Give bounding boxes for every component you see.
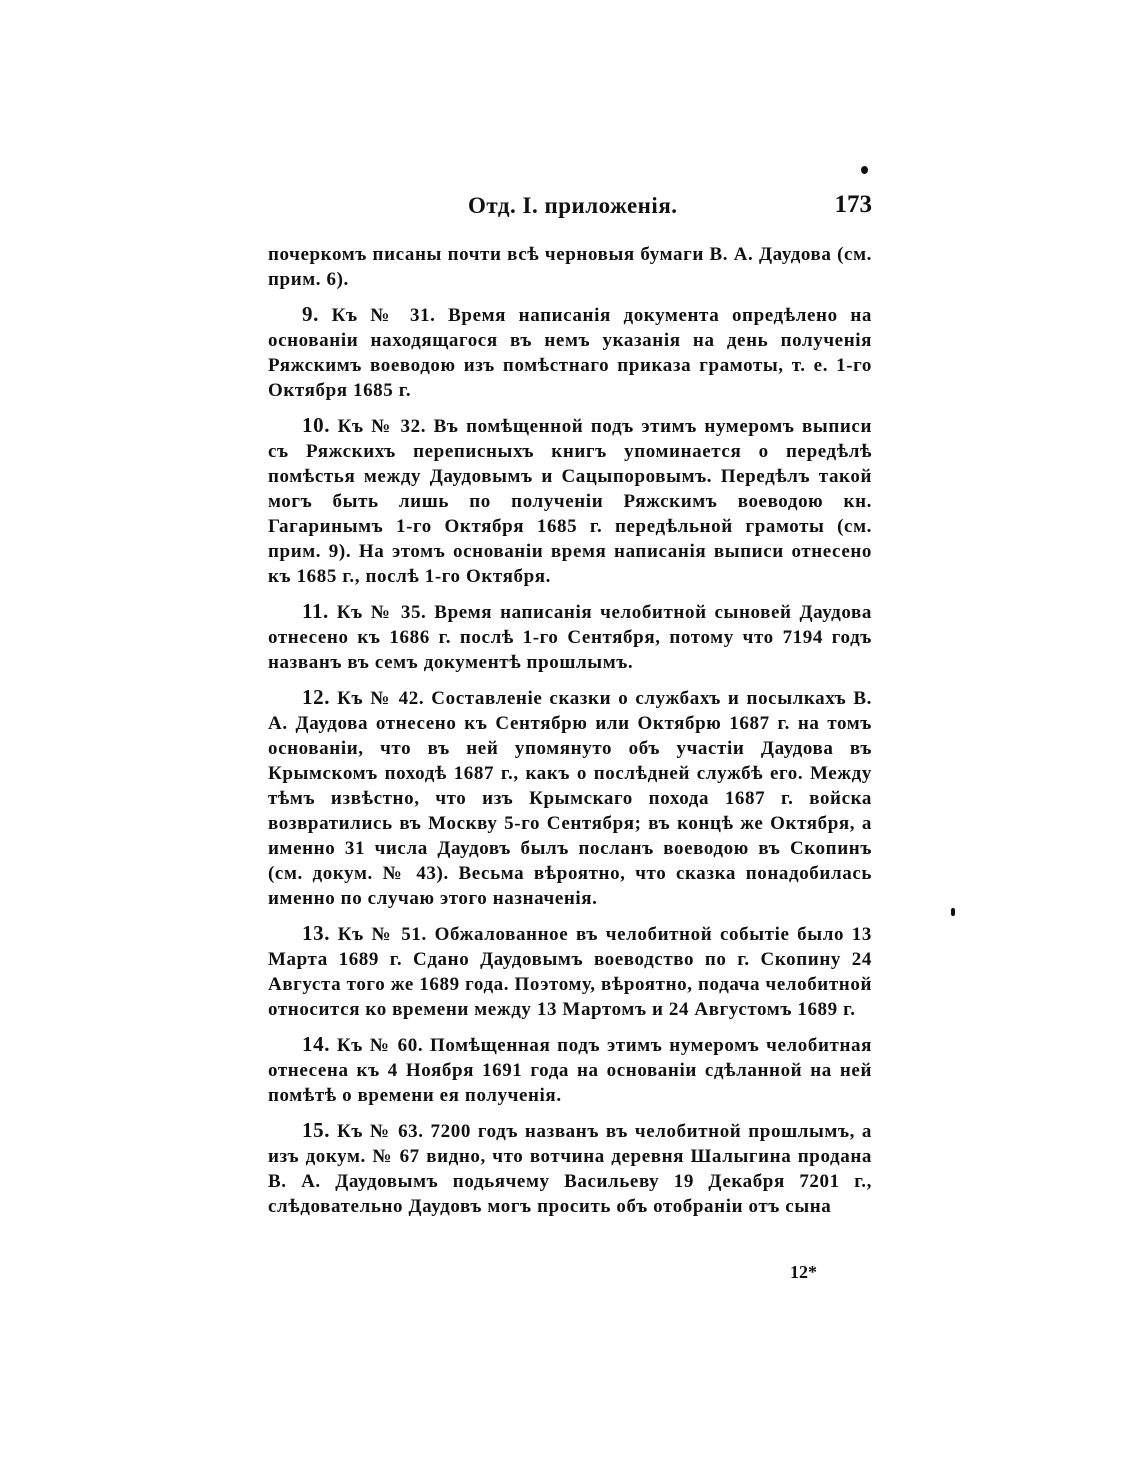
header-title: Отд. I. приложенія. xyxy=(468,193,678,218)
note-number: 13. xyxy=(302,921,331,945)
note-number: 10. xyxy=(302,413,331,437)
note-number: 11. xyxy=(302,599,329,623)
note-paragraph xyxy=(268,921,872,1022)
paragraph-continuation xyxy=(268,242,872,292)
note-paragraph xyxy=(268,1032,872,1108)
note-paragraph xyxy=(268,413,872,589)
specks-mark xyxy=(951,908,955,916)
note-number: 15. xyxy=(302,1118,331,1142)
paragraph-text: Къ № 51. Обжалованное въ челобитной событіе было 13 Марта 1689 г. Сдано Даудовымъ воеводство по г. Скопину 24 Августа того же 1689 года. Поэтому, вѣроятно, подача челобитной относится ко времени между 13 Мартомъ и 24 Августомъ 1689 г. xyxy=(268,924,872,1020)
note-number: 14. xyxy=(302,1032,331,1056)
paragraph-text: Къ № 32. Въ помѣщенной подъ этимъ нумеромъ выписи съ Ряжскихъ переписныхъ книгъ упоминается о передѣлѣ помѣстья между Даудовымъ и Сацыпоровымъ. Передѣлъ такой могъ быть лишь по полученіи Ряжскимъ воеводою кн. Гагаринымъ 1-го Октября 1685 г. передѣльной грамоты (см. прим. 9). На этомъ основаніи время написанія выписи отнесено къ 1685 г., послѣ 1-го Октября. xyxy=(268,416,872,587)
page-number: 173 xyxy=(834,191,872,218)
running-header xyxy=(268,191,872,225)
specks-mark xyxy=(861,166,868,174)
paragraph-text: Къ № 42. Составленіе сказки о службахъ и посылкахъ В. А. Даудова отнесено къ Сентябрю или Октябрю 1687 г. на томъ основаніи, что въ ней упомянуто объ участіи Даудова въ Крымскомъ походѣ 1687 г., какъ о послѣдней службѣ его. Между тѣмъ извѣстно, что изъ Крымскаго похода 1687 г. войска возвратились въ Москву 5-го Сентября; въ концѣ же Октября, а именно 31 числа Даудовъ былъ посланъ воеводою въ Скопинъ (см. докум. № 43). Весьма вѣроятно, что сказка понадобилась именно по случаю этого назначенія. xyxy=(268,688,872,909)
note-number: 12. xyxy=(302,685,331,709)
note-paragraph xyxy=(268,599,872,675)
note-paragraph xyxy=(268,685,872,911)
body-text xyxy=(268,242,872,1229)
note-paragraph xyxy=(268,302,872,403)
paragraph-text: Къ № 35. Время написанія челобитной сыновей Даудова отнесено къ 1686 г. послѣ 1-го Сентября, потому что 7194 годъ названъ въ семъ документѣ прошлымъ. xyxy=(268,602,872,673)
note-paragraph xyxy=(268,1118,872,1219)
paragraph-text: Къ № 63. 7200 годъ названъ въ челобитной прошлымъ, а изъ докум. № 67 видно, что вотчина деревня Шалыгина продана В. А. Даудовымъ подьячему Васильеву 19 Декабря 7201 г., слѣдовательно Даудовъ могъ просить объ отобраніи отъ сына xyxy=(268,1121,872,1217)
signature-mark: 12* xyxy=(790,1262,817,1282)
paragraph-text: Къ № 60. Помѣщенная подъ этимъ нумеромъ челобитная отнесена къ 4 Ноября 1691 года на основаніи сдѣланной на ней помѣтѣ о времени ея полученія. xyxy=(268,1035,872,1106)
paragraph-text: Къ № 31. Время написанія документа опредѣлено на основаніи находящагося въ немъ указанія на день полученія Ряжскимъ воеводою изъ помѣстнаго приказа грамоты, т. е. 1-го Октября 1685 г. xyxy=(268,305,872,401)
paragraph-text: почеркомъ писаны почти всѣ черновыя бумаги В. А. Даудова (см. прим. 6). xyxy=(268,244,872,290)
note-number: 9. xyxy=(302,302,319,326)
